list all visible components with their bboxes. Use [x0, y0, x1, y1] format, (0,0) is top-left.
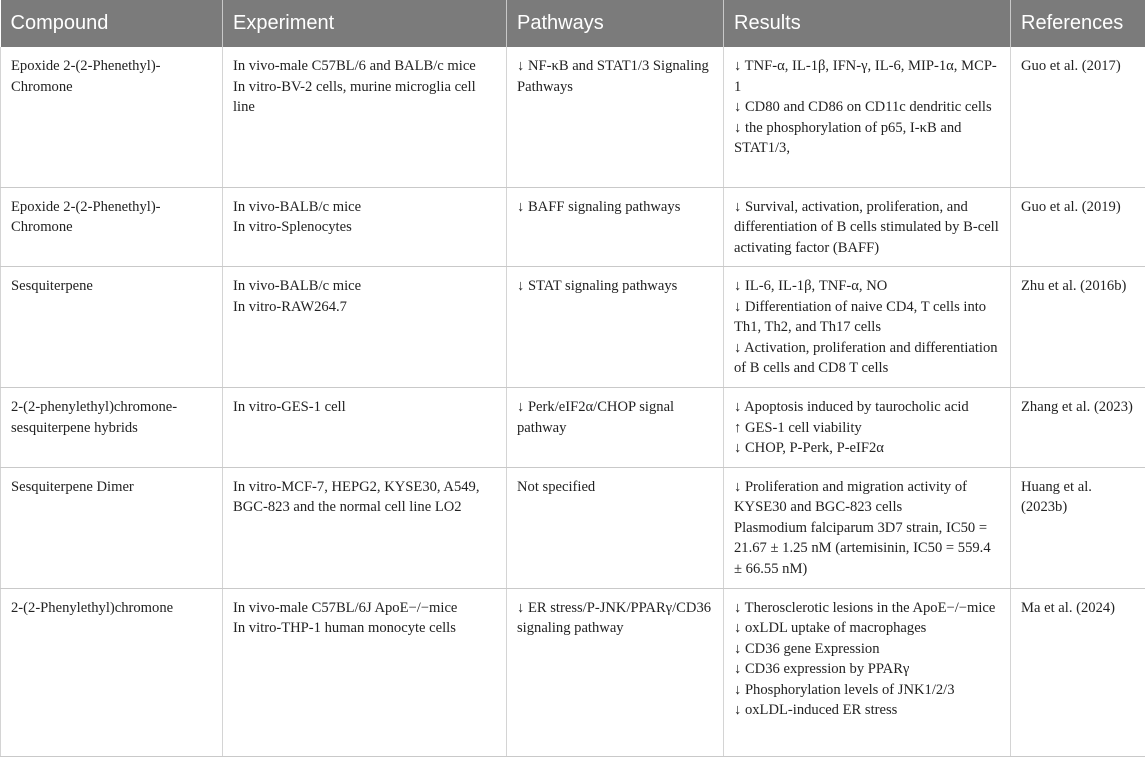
- header-results: Results: [724, 0, 1011, 47]
- table-row: [1, 47, 1145, 187]
- pathways-cell: ↓ NF-κB and STAT1/3 Signaling Pathways: [507, 47, 724, 187]
- experiment-line: In vitro-RAW264.7: [233, 297, 496, 318]
- experiment-cell: [223, 187, 507, 267]
- compound-cell: Sesquiterpene: [1, 267, 223, 388]
- experiment-line: In vitro-Splenocytes: [233, 217, 496, 238]
- results-cell: [724, 267, 1011, 388]
- result-line: ↓ Proliferation and migration activity of KYSE30 and BGC-823 cells: [734, 477, 1000, 518]
- results-cell: [724, 388, 1011, 468]
- result-line: ↓ CD36 expression by PPARγ: [734, 659, 1000, 680]
- experiment-cell: [223, 588, 507, 756]
- header-compound: Compound: [1, 0, 223, 47]
- experiment-line: In vivo-BALB/c mice: [233, 276, 496, 297]
- header-row: [1, 0, 1145, 47]
- result-line: ↓ IL-6, IL-1β, TNF-α, NO: [734, 276, 1000, 297]
- reference-cell: Guo et al. (2017): [1011, 47, 1145, 187]
- compound-cell: 2-(2-phenylethyl)chromone-sesquiterpene hybrids: [1, 388, 223, 468]
- table-row: [1, 467, 1145, 588]
- compound-cell: Epoxide 2-(2-Phenethyl)-Chromone: [1, 47, 223, 187]
- results-cell: [724, 467, 1011, 588]
- header-pathways: Pathways: [507, 0, 724, 47]
- experiment-line: In vivo-BALB/c mice: [233, 197, 496, 218]
- table-row: [1, 267, 1145, 388]
- result-line: ↓ Activation, proliferation and differentiation of B cells and CD8 T cells: [734, 338, 1000, 379]
- experiment-line: In vivo-male C57BL/6 and BALB/c mice: [233, 56, 496, 77]
- pathways-cell: Not specified: [507, 467, 724, 588]
- table-row: [1, 388, 1145, 468]
- result-line: Plasmodium falciparum 3D7 strain, IC50 = 21.67 ± 1.25 nM (artemisinin, IC50 = 559.4 ± 66.55 nM): [734, 518, 1000, 580]
- result-line: ↓ CD36 gene Expression: [734, 639, 1000, 660]
- pathways-cell: ↓ ER stress/P-JNK/PPARγ/CD36 signaling pathway: [507, 588, 724, 756]
- results-cell: [724, 187, 1011, 267]
- table-row: [1, 588, 1145, 756]
- experiment-line: In vitro-GES-1 cell: [233, 397, 496, 418]
- reference-cell: Zhang et al. (2023): [1011, 388, 1145, 468]
- result-line: ↓ CD80 and CD86 on CD11c dendritic cells: [734, 97, 1000, 118]
- result-line: ↓ CHOP, P-Perk, P-eIF2α: [734, 438, 1000, 459]
- table-row: [1, 187, 1145, 267]
- result-line: ↓ oxLDL-induced ER stress: [734, 700, 1000, 721]
- pathways-cell: ↓ BAFF signaling pathways: [507, 187, 724, 267]
- experiment-cell: [223, 47, 507, 187]
- result-line: ↓ oxLDL uptake of macrophages: [734, 618, 1000, 639]
- experiment-line: In vivo-male C57BL/6J ApoE−/−mice: [233, 598, 496, 619]
- header-experiment: Experiment: [223, 0, 507, 47]
- result-line: ↑ GES-1 cell viability: [734, 418, 1000, 439]
- compound-cell: Sesquiterpene Dimer: [1, 467, 223, 588]
- result-line: ↓ Phosphorylation levels of JNK1/2/3: [734, 680, 1000, 701]
- experiment-cell: [223, 388, 507, 468]
- experiment-line: In vitro-MCF-7, HEPG2, KYSE30, A549, BGC-823 and the normal cell line LO2: [233, 477, 496, 518]
- experiment-line: In vitro-BV-2 cells, murine microglia cell line: [233, 77, 496, 118]
- compound-cell: 2-(2-Phenylethyl)chromone: [1, 588, 223, 756]
- result-line: ↓ Differentiation of naive CD4, T cells into Th1, Th2, and Th17 cells: [734, 297, 1000, 338]
- results-cell: [724, 47, 1011, 187]
- reference-cell: Ma et al. (2024): [1011, 588, 1145, 756]
- reference-cell: Huang et al. (2023b): [1011, 467, 1145, 588]
- result-line: ↓ TNF-α, IL-1β, IFN-γ, IL-6, MIP-1α, MCP-1: [734, 56, 1000, 97]
- experiment-line: In vitro-THP-1 human monocyte cells: [233, 618, 496, 639]
- pathways-cell: ↓ STAT signaling pathways: [507, 267, 724, 388]
- experiment-cell: [223, 267, 507, 388]
- compound-cell: Epoxide 2-(2-Phenethyl)-Chromone: [1, 187, 223, 267]
- header-references: References: [1011, 0, 1145, 47]
- result-line: ↓ Survival, activation, proliferation, and differentiation of B cells stimulated by B-cell activating factor (BAFF): [734, 197, 1000, 259]
- result-line: ↓ Apoptosis induced by taurocholic acid: [734, 397, 1000, 418]
- result-line: ↓ Therosclerotic lesions in the ApoE−/−mice: [734, 598, 1000, 619]
- experiment-cell: [223, 467, 507, 588]
- pathways-cell: ↓ Perk/eIF2α/CHOP signal pathway: [507, 388, 724, 468]
- reference-cell: Zhu et al. (2016b): [1011, 267, 1145, 388]
- result-line: ↓ the phosphorylation of p65, I-κB and STAT1/3,: [734, 118, 1000, 159]
- results-cell: [724, 588, 1011, 756]
- reference-cell: Guo et al. (2019): [1011, 187, 1145, 267]
